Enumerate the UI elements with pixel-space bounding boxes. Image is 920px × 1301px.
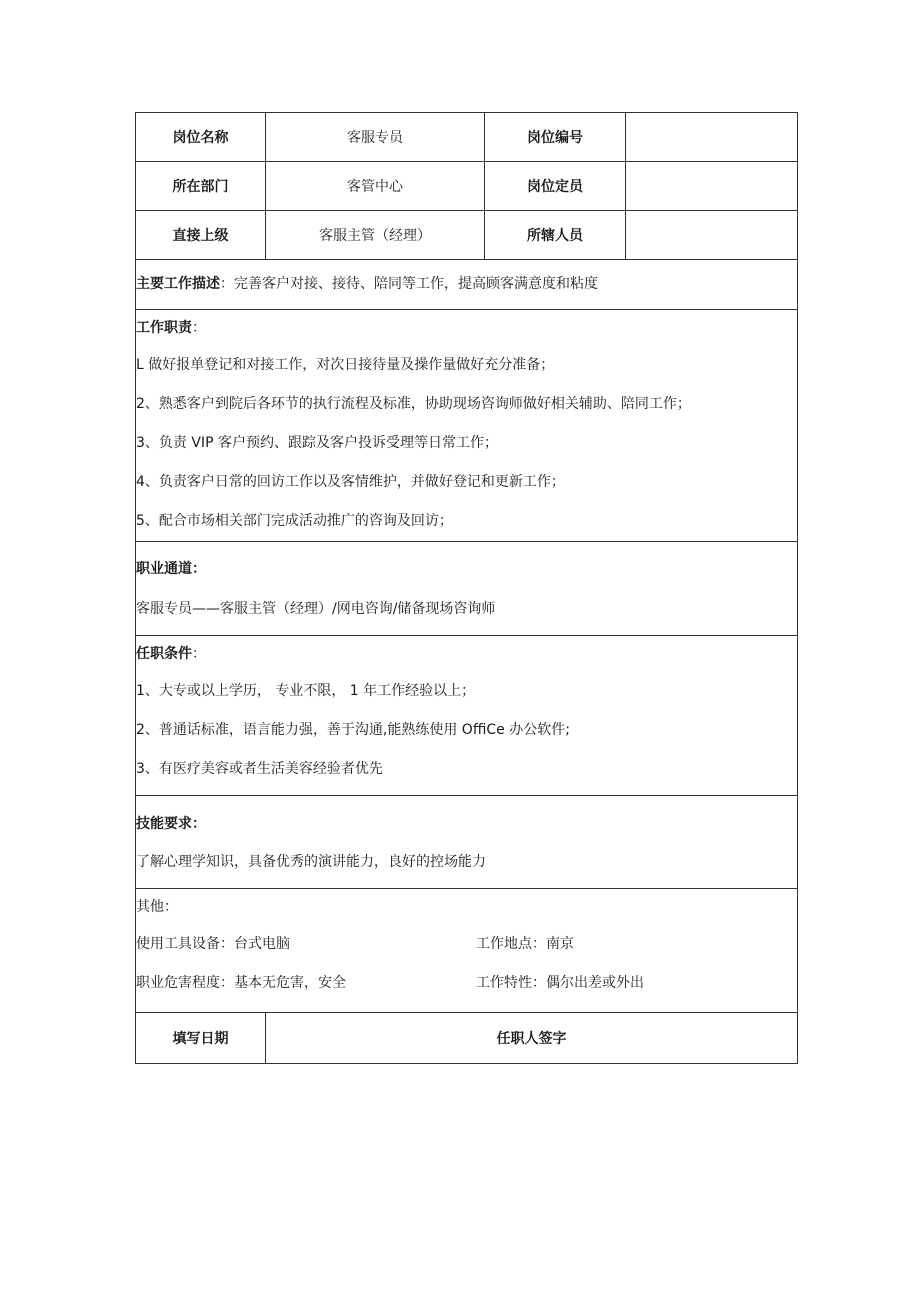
duty-item: 2、熟悉客户到院后各环节的执行流程及标准，协助现场咨询师做好相关辅助、陪同工作；	[136, 396, 691, 412]
footer-row	[136, 1013, 798, 1064]
duties-heading	[136, 310, 797, 346]
header-row-supervisor	[136, 211, 798, 260]
requirements-row	[136, 636, 798, 796]
duty-item: 3、负责 VIP 客户预约、跟踪及客户投诉受理等日常工作；	[136, 435, 498, 451]
position-name-label: 岗位名称	[136, 113, 266, 162]
skills-text: 了解心理学知识，具备优秀的演讲能力，良好的控场能力	[136, 854, 486, 870]
hazard-text: 职业危害程度：基本无危害，安全	[136, 975, 346, 991]
other-row	[136, 889, 798, 1013]
location-text: 工作地点：南京	[476, 936, 574, 952]
requirements-heading	[136, 636, 797, 672]
other-label: 其他：	[136, 899, 178, 915]
department-value: 客管中心	[266, 162, 485, 211]
subordinates-label: 所辖人员	[485, 211, 626, 260]
requirement-item: 1、大专或以上学历， 专业不限， 1 年工作经验以上；	[136, 683, 476, 699]
subordinates-value	[626, 211, 798, 260]
supervisor-value: 客服主管（经理）	[266, 211, 485, 260]
summary-label: 主要工作描述	[136, 276, 220, 292]
requirement-item: 2、普通话标准，语言能力强，善于沟通,能熟练使用 OffiCe 办公软件;	[136, 722, 570, 738]
requirements-suffix: ：	[192, 646, 206, 662]
career-label: 职业通道：	[136, 561, 206, 577]
duty-item: L 做好报单登记和对接工作，对次日接待量及操作量做好充分准备；	[136, 357, 555, 373]
requirements-label: 任职条件	[136, 646, 192, 662]
header-row-department	[136, 162, 798, 211]
signature-label: 任职人签字	[266, 1013, 798, 1064]
requirement-item: 3、有医疗美容或者生活美容经验者优先	[136, 761, 383, 777]
skills-row	[136, 796, 798, 889]
trait-text: 工作特性：偶尔出差或外出	[476, 975, 644, 991]
position-code-value	[626, 113, 798, 162]
career-heading	[136, 542, 797, 596]
other-line-2	[136, 964, 797, 1003]
summary-row	[136, 260, 798, 310]
duty-item: 5、配合市场相关部门完成活动推广的咨询及回访；	[136, 513, 453, 529]
summary-text: ：完善客户对接、接待、陪同等工作，提高顾客满意度和粘度	[220, 276, 598, 292]
duties-suffix: ：	[192, 320, 206, 336]
summary-line	[136, 260, 797, 309]
header-row-position	[136, 113, 798, 162]
headcount-value	[626, 162, 798, 211]
skills-label: 技能要求：	[136, 816, 206, 832]
duties-row	[136, 310, 798, 542]
career-text: 客服专员——客服主管（经理）/网电咨询/储备现场咨询师	[136, 601, 496, 617]
duties-label: 工作职责	[136, 320, 192, 336]
position-code-label: 岗位编号	[485, 113, 626, 162]
headcount-label: 岗位定员	[485, 162, 626, 211]
duty-item: 4、负责客户日常的回访工作以及客情维护，并做好登记和更新工作；	[136, 474, 565, 490]
tools-text: 使用工具设备：台式电脑	[136, 936, 290, 952]
department-label: 所在部门	[136, 162, 266, 211]
fill-date-label: 填写日期	[136, 1013, 266, 1064]
supervisor-label: 直接上级	[136, 211, 266, 260]
job-description-table	[135, 112, 798, 1064]
career-row	[136, 542, 798, 636]
other-line-1	[136, 925, 797, 964]
position-name-value: 客服专员	[266, 113, 485, 162]
skills-heading	[136, 796, 797, 852]
